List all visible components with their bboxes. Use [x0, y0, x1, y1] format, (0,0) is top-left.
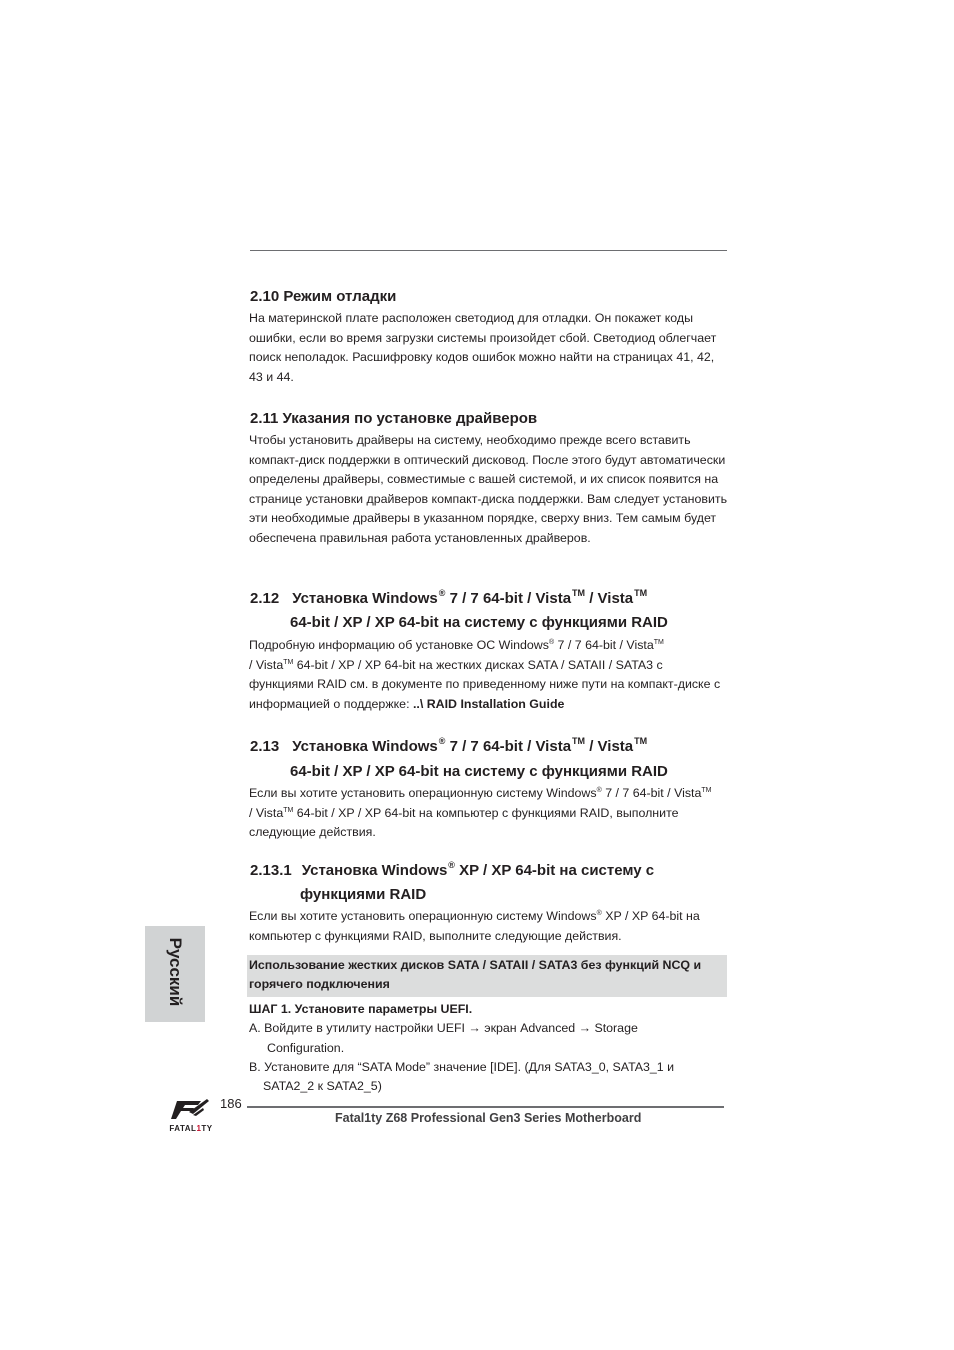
trademark-mark: TM [653, 639, 664, 646]
body-text: Подробную информацию об установке ОС Windows [249, 638, 549, 652]
callout-text: Использование жестких дисков SATA / SATAII / SATA3 без функций NCQ и горячего подключения [249, 958, 702, 991]
heading-text: Установка Windows [292, 738, 438, 755]
section-2-13-heading-line2: 64-bit / XP / XP 64-bit на систему с функциями RAID [290, 763, 668, 780]
registered-mark: ® [438, 588, 446, 598]
trademark-mark: TM [572, 736, 586, 746]
step1-item-a: A. Войдите в утилиту настройки UEFI → экран Advanced → Storage [249, 1021, 638, 1035]
section-2-13-1-heading-line2: функциями RAID [300, 886, 427, 903]
top-rule [250, 250, 727, 251]
registered-mark: ® [596, 910, 602, 917]
section-2-10-heading: 2.10 Режим отладки [250, 288, 397, 305]
heading-text: 7 / 7 64-bit / Vista [445, 738, 572, 755]
section-number: 2.13.1 [250, 862, 292, 879]
section-number: 2.13 [250, 738, 280, 755]
body-text: / Vista [249, 805, 284, 820]
trademark-mark: TM [634, 736, 648, 746]
section-2-13-body [249, 784, 729, 843]
body-text: XP / XP 64-bit на компьютер с функциями RAID, выполните следующие действия. [249, 909, 700, 943]
fatal1ty-logo [163, 1095, 219, 1135]
page-number: 186 [220, 1096, 242, 1111]
heading-text: / Vista [585, 590, 634, 607]
body-text: / Vista [249, 657, 284, 672]
footer-title: Fatal1ty Z68 Professional Gen3 Series Motherboard [335, 1111, 642, 1125]
step1-item-b: B. Установите для “SATA Mode” значение [IDE]. (Для SATA3_0, SATA3_1 и [249, 1060, 675, 1074]
registered-mark: ® [548, 639, 555, 646]
section-2-11-body: Чтобы установить драйверы на систему, необходимо прежде всего вставить компакт-диск поддержки в оптический дисковод. После этого будут автоматически определены драйверы, совместимые с вашей системой, и их список появится на странице установки драйверов компакт-диска поддержки. Вам следует установить эти необходимые драйверы в указанном порядке, сверху вниз. Тем самым будет обеспечена правильная работа установленных драйверов. [249, 433, 728, 545]
heading-text: 7 / 7 64-bit / Vista [445, 590, 572, 607]
step1-item-b-cont: SATA2_2 к SATA2_5) [263, 1079, 382, 1093]
language-side-tab [145, 926, 205, 1022]
section-2-12-heading [250, 590, 647, 607]
body-text: 7 / 7 64-bit / Vista [601, 786, 702, 800]
step1-title: ШАГ 1. Установите параметры UEFI. [249, 1002, 473, 1016]
step1-item-a-cont: Configuration. [267, 1041, 345, 1055]
section-2-10-body: На материнской плате расположен светодиод для отладки. Он покажет коды ошибки, если во время загрузки системы произойдет сбой. Светодиод облегчает поиск неполадок. Расшифровку кодов ошибок можно найти на страницах 41, 42, 43 и 44. [249, 311, 717, 384]
trademark-mark: TM [283, 658, 294, 666]
heading-text: / Vista [585, 738, 634, 755]
trademark-mark: TM [283, 806, 294, 814]
registered-mark: ® [596, 787, 602, 794]
body-text: 64-bit / XP / XP 64-bit на жестких дисках SATA / SATAII / SATA3 с функциями RAID см. в документе по приведенному ниже пути на компакт-диске с информацией о поддержке: [249, 657, 721, 711]
language-label: Русский [166, 937, 185, 1007]
body-text: Если вы хотите установить операционную систему Windows [249, 786, 597, 800]
trademark-mark: TM [572, 588, 586, 598]
section-2-12-body [249, 636, 729, 714]
registered-mark: ® [448, 860, 455, 870]
section-2-13-1-heading [250, 862, 654, 879]
body-text: 7 / 7 64-bit / Vista [554, 638, 654, 652]
trademark-mark: TM [634, 588, 648, 598]
section-2-13-heading [250, 738, 647, 755]
body-text: 64-bit / XP / XP 64-bit на компьютер с функциями RAID, выполните следующие действия. [249, 805, 679, 839]
heading-text: Установка Windows [301, 862, 448, 879]
footer-rule [247, 1106, 724, 1108]
heading-text: Установка Windows [292, 590, 438, 607]
svg-text:FATAL1TY: FATAL1TY [169, 1124, 213, 1133]
raid-guide-path: ..\ RAID Installation Guide [412, 696, 565, 711]
section-2-13-1-body [249, 907, 729, 946]
heading-text: XP / XP 64-bit на систему с [454, 862, 655, 879]
section-2-11-heading: 2.11 Указания по установке драйверов [250, 410, 538, 427]
section-2-12-heading-line2: 64-bit / XP / XP 64-bit на систему с функциями RAID [290, 614, 668, 631]
body-text: Если вы хотите установить операционную систему Windows [249, 909, 597, 923]
section-number: 2.12 [250, 590, 280, 607]
trademark-mark: TM [701, 787, 712, 794]
registered-mark: ® [438, 736, 446, 746]
